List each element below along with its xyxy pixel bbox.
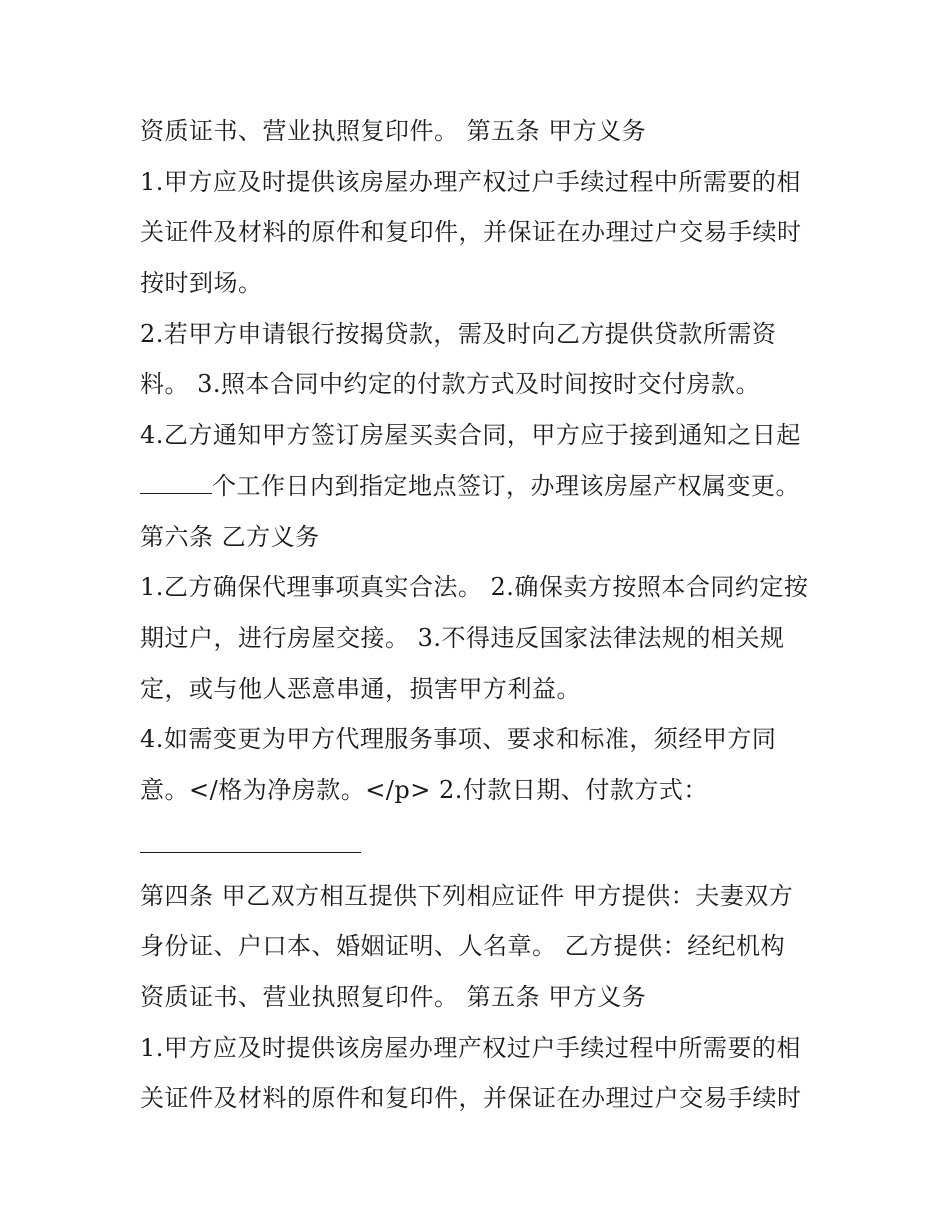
text-line: 料。 3.照本合同中约定的付款方式及时间按时交付房款。	[140, 370, 761, 399]
text-line: 第四条 甲乙双方相互提供下列相应证件 甲方提供：夫妻双方	[140, 881, 794, 910]
text-line: 关证件及材料的原件和复印件，并保证在办理过户交易手续时	[140, 218, 802, 247]
fill-in-blank	[140, 473, 212, 494]
blank-line-text: 个工作日内到指定地点签订，办理该房屋产权属变更。	[212, 471, 800, 500]
text-line: 1.甲方应及时提供该房屋办理产权过户手续过程中所需要的相	[140, 167, 801, 196]
rule-line	[140, 852, 361, 853]
text-line-with-blank	[140, 461, 840, 512]
text-line: 意。</格为净房款。</p> 2.付款日期、付款方式：	[140, 775, 708, 804]
text-line: 1.甲方应及时提供该房屋办理产权过户手续过程中所需要的相	[140, 1033, 801, 1062]
text-line: 定，或与他人恶意串通，损害甲方利益。	[140, 674, 581, 703]
document-body	[140, 106, 840, 1124]
text-line: 资质证书、营业执照复印件。 第五条 甲方义务	[140, 983, 647, 1011]
text-line: 4.乙方通知甲方签订房屋买卖合同，甲方应于接到通知之日起	[140, 421, 801, 450]
horizontal-rule	[140, 816, 840, 871]
section-heading: 第六条 乙方义务	[140, 522, 320, 551]
text-line: 2.若甲方申请银行按揭贷款，需及时向乙方提供贷款所需资	[140, 319, 777, 348]
text-line: 期过户，进行房屋交接。 3.不得违反国家法律法规的相关规	[140, 623, 785, 652]
text-line: 4.如需变更为甲方代理服务事项、要求和标准，须经甲方同	[140, 725, 777, 754]
text-line: 身份证、户口本、婚姻证明、人名章。 乙方提供：经纪机构	[140, 932, 786, 961]
text-line: 按时到场。	[140, 269, 263, 298]
text-line: 1.乙方确保代理事项真实合法。 2.确保卖方按照本合同约定按	[140, 573, 809, 602]
text-line: 资质证书、营业执照复印件。 第五条 甲方义务	[140, 117, 647, 145]
text-line: 关证件及材料的原件和复印件，并保证在办理过户交易手续时	[140, 1084, 802, 1113]
